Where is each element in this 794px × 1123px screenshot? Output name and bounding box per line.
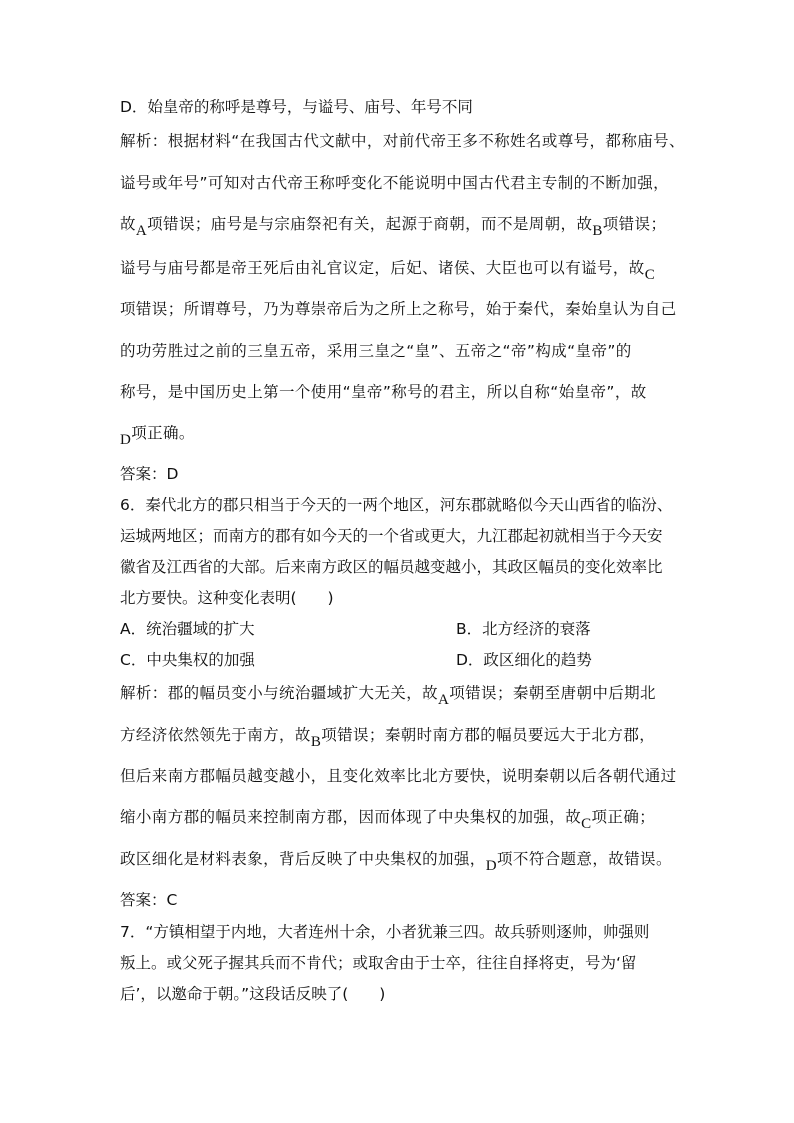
q6-answer: 答案：C <box>120 891 178 909</box>
q6-stem-line-3: 徽省及江西省的大部。后来南方政区的幅员越变越小，其政区幅员的变化效率比 <box>120 558 663 576</box>
q7-stem-line-1: 7．“方镇相望于内地，大者连州十余，小者犹兼三四。故兵骄则逐帅，帅强则 <box>120 923 650 941</box>
option-letter: D <box>120 432 132 448</box>
q6-analysis-line-4 <box>120 806 656 832</box>
text-run: 项错误；秦朝至唐朝中后期北 <box>449 684 656 702</box>
text-run: 项不符合题意，故错误。 <box>496 850 672 868</box>
q7-stem-line-2: 叛上。或父死子握其兵而不肯代；或取舍由于士卒，往往自择将吏，号为‘留 <box>120 954 637 972</box>
option-letter: C <box>581 816 592 832</box>
text-run: 解析：郡的幅员变小与统治疆域扩大无关，故 <box>120 684 439 702</box>
q5-analysis-line-7: 称号，是中国历史上第一个使用“皇帝”称号的君主，所以自称“始皇帝”，故 <box>120 383 647 401</box>
option-letter: D <box>485 858 497 874</box>
q5-analysis-line-3 <box>120 213 667 239</box>
q6-option-d: D．政区细化的趋势 <box>456 651 592 669</box>
q5-answer: 答案：D <box>120 465 179 483</box>
text-run: 谥号与庙号都是帝王死后由礼官议定，后妃、诸侯、大臣也可以有谥号，故 <box>120 259 645 277</box>
text-run: 政区细化是材料表象，背后反映了中央集权的加强， <box>120 850 486 868</box>
text-run: 故 <box>120 215 136 233</box>
q6-stem-line-2: 运城两地区；而南方的郡有如今天的一个省或更大，九江郡起初就相当于今天安 <box>120 527 663 545</box>
q6-analysis-line-2 <box>120 724 656 750</box>
option-letter: A <box>135 223 148 239</box>
text-run: 方经济依然领先于南方，故 <box>120 726 311 744</box>
text-run: 缩小南方郡的幅员来控制南方郡，因而体现了中央集权的加强，故 <box>120 808 582 826</box>
option-letter: A <box>438 692 450 708</box>
q5-analysis-line-8 <box>120 422 195 448</box>
text-run: 项错误； <box>602 215 667 233</box>
option-letter: B <box>592 223 603 239</box>
text-run: 项错误；庙号是与宗庙祭祀有关，起源于商朝，而不是周朝，故 <box>147 215 593 233</box>
q6-option-c: C．中央集权的加强 <box>120 651 255 669</box>
q6-analysis-line-3: 但后来南方郡幅员越变越小，且变化效率比北方要快，说明秦朝以后各朝代通过 <box>120 767 677 785</box>
text-run: 项正确； <box>591 808 656 826</box>
option-letter: C <box>644 267 656 283</box>
q6-analysis-line-1 <box>120 682 656 708</box>
q5-option-d: D．始皇帝的称呼是尊号，与谥号、庙号、年号不同 <box>120 98 473 116</box>
q5-analysis-line-1: 解析：根据材料“在我国古代文献中，对前代帝王多不称姓名或尊号，都称庙号、 <box>120 132 685 150</box>
option-letter: B <box>310 734 322 750</box>
q5-analysis-line-5: 项错误；所谓尊号，乃为尊崇帝后为之所上之称号，始于秦代，秦始皇认为自己 <box>120 300 677 318</box>
q5-analysis-line-2: 谥号或年号”可知对古代帝王称呼变化不能说明中国古代君主专制的不断加强， <box>120 174 670 192</box>
q6-option-b: B．北方经济的衰落 <box>456 620 591 638</box>
q5-analysis-line-4 <box>120 257 656 283</box>
q6-option-a: A．统治疆域的扩大 <box>120 620 255 638</box>
q6-stem-line-1: 6．秦代北方的郡只相当于今天的一两个地区，河东郡就略似今天山西省的临汾、 <box>120 496 673 514</box>
text-run: 项正确。 <box>131 424 195 442</box>
q6-analysis-line-5 <box>120 848 672 874</box>
q7-stem-line-3: 后’，以邀命于朝。”这段话反映了( ) <box>120 985 386 1003</box>
text-run: 项错误；秦朝时南方郡的幅员要远大于北方郡， <box>321 726 656 744</box>
q6-stem-line-4: 北方要快。这种变化表明( ) <box>120 589 334 607</box>
q5-analysis-line-6: 的功劳胜过之前的三皇五帝，采用三皇之“皇”、五帝之“帝”构成“皇帝”的 <box>120 342 632 360</box>
